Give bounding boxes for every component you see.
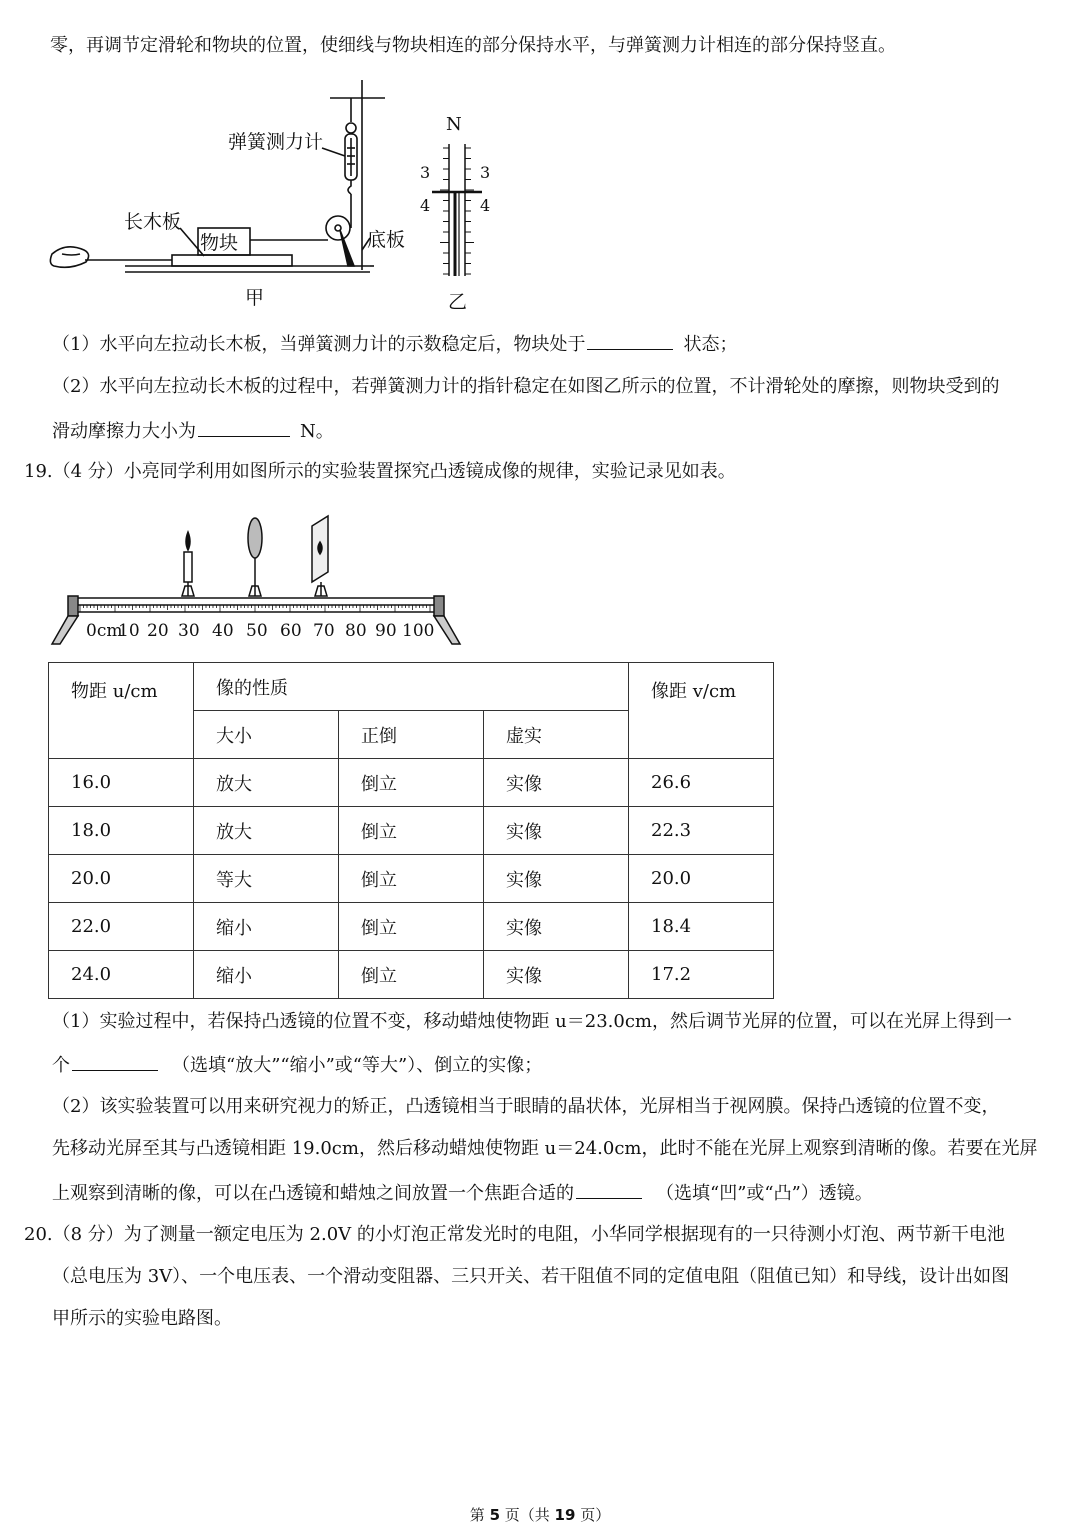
q19-part1-line2: [52, 1052, 542, 1078]
cell-size: 缩小: [194, 951, 339, 999]
q20-line1: 20.（8 分）为了测量一额定电压为 2.0V 的小灯泡正常发光时的电阻，小华同学根据现有的一只待测小灯泡、两节新干电池: [24, 1224, 1005, 1245]
q19-part2-line3: [52, 1180, 873, 1206]
figure-yi: [412, 108, 502, 318]
q19-part2-blank[interactable]: [576, 1180, 642, 1199]
cell-u: 16.0: [49, 759, 194, 807]
cell-real: 实像: [484, 951, 629, 999]
figure-yi-unit: N: [446, 114, 462, 135]
q19-part2-text-b: （选填“凹”或“凸”）透镜。: [656, 1183, 873, 1204]
cell-v: 26.6: [629, 759, 774, 807]
bench-scale-label: 30: [178, 621, 200, 641]
table-row: [49, 807, 774, 855]
cell-size: 放大: [194, 807, 339, 855]
q20-line2: （总电压为 3V）、一个电压表、一个滑动变阻器、三只开关、若干阻值不同的定值电阻（阻值已知）和导线，设计出如图: [52, 1266, 1010, 1287]
cell-size: 等大: [194, 855, 339, 903]
cell-v: 20.0: [629, 855, 774, 903]
intro-line: 零，再调节定滑轮和物块的位置，使细线与物块相连的部分保持水平，与弹簧测力计相连的部分保持竖直。: [50, 35, 896, 56]
bench-scale-label: 10: [118, 621, 140, 641]
q18-part2-text-b: N。: [300, 421, 334, 442]
spring-scale-label: 弹簧测力计: [228, 131, 324, 153]
header-image-nature: 像的性质: [194, 663, 629, 711]
cell-v: 17.2: [629, 951, 774, 999]
tick-3-right: 3: [480, 163, 491, 182]
footer-middle: 页（共: [500, 1506, 555, 1524]
table-header-row: [49, 663, 774, 711]
q18-part2-line2: [52, 418, 334, 444]
q18-part2-line1: （2）水平向左拉动长木板的过程中，若弹簧测力计的指针稳定在如图乙所示的位置，不计滑轮处的摩擦，则物块受到的: [52, 376, 1000, 397]
cell-v: 22.3: [629, 807, 774, 855]
q19-part2-line2: 先移动光屏至其与凸透镜相距 19.0cm，然后移动蜡烛使物距 u＝24.0cm，此时不能在光屏上观察到清晰的像。若要在光屏: [52, 1138, 1038, 1159]
q18-part2-blank[interactable]: [198, 418, 290, 437]
q19-part1-text-b: （选填“放大”“缩小”或“等大”）、倒立的实像；: [172, 1055, 543, 1076]
q18-part1-text-a: （1）水平向左拉动长木板，当弹簧测力计的示数稳定后，物块处于: [52, 334, 586, 355]
cell-u: 20.0: [49, 855, 194, 903]
bench-scale-label: 70: [313, 621, 335, 641]
table-row: [49, 951, 774, 999]
table-row: [49, 903, 774, 951]
footer-page-number: 5: [489, 1506, 500, 1524]
cell-u: 22.0: [49, 903, 194, 951]
cell-orient: 倒立: [339, 951, 484, 999]
cell-size: 缩小: [194, 903, 339, 951]
figure-jia: [40, 78, 440, 318]
q18-part2-text-a: 滑动摩擦力大小为: [52, 421, 196, 442]
long-board-label: 长木板: [124, 211, 182, 233]
bench-scale-label: 90: [375, 621, 397, 641]
q20-line3: 甲所示的实验电路图。: [52, 1308, 232, 1329]
q18-part1-text-b: 状态；: [683, 334, 738, 355]
cell-orient: 倒立: [339, 903, 484, 951]
block-label: 物块: [200, 232, 239, 254]
q18-part1-blank[interactable]: [587, 331, 673, 350]
bench-scale-label: 20: [147, 621, 169, 641]
cell-orient: 倒立: [339, 759, 484, 807]
cell-real: 实像: [484, 759, 629, 807]
table-row: [49, 759, 774, 807]
figure-jia-caption: 甲: [245, 287, 265, 309]
page-footer: [0, 1504, 1080, 1525]
tick-4-right: 4: [480, 196, 491, 215]
cell-v: 18.4: [629, 903, 774, 951]
cell-real: 实像: [484, 903, 629, 951]
q18-part1: [52, 331, 737, 357]
bench-scale-label: 80: [345, 621, 367, 641]
q19-part1-line1: （1）实验过程中，若保持凸透镜的位置不变，移动蜡烛使物距 u＝23.0cm，然后调节光屏的位置，可以在光屏上得到一: [52, 1011, 1012, 1032]
tick-3-left: 3: [420, 163, 431, 182]
bench-scale-label: 60: [280, 621, 302, 641]
q19-part1-text-a: 个: [52, 1055, 70, 1076]
figure-yi-caption: 乙: [448, 291, 468, 313]
tick-4-left: 4: [420, 196, 431, 215]
bench-scale-label: 40: [212, 621, 234, 641]
header-size: 大小: [194, 711, 339, 759]
lens-data-table: [48, 662, 774, 999]
header-image-distance: 像距 v/cm: [629, 663, 774, 759]
q19-part2-line1: （2）该实验装置可以用来研究视力的矫正，凸透镜相当于眼睛的晶状体，光屏相当于视网膜。保持凸透镜的位置不变，: [52, 1096, 1000, 1117]
cell-orient: 倒立: [339, 807, 484, 855]
cell-real: 实像: [484, 855, 629, 903]
bench-scale-label: 0cm: [86, 621, 123, 641]
footer-prefix: 第: [469, 1506, 490, 1524]
cell-u: 24.0: [49, 951, 194, 999]
optical-bench-figure: [48, 512, 468, 652]
footer-total-pages: 19: [554, 1506, 576, 1524]
footer-suffix: 页）: [575, 1506, 611, 1524]
q19-part2-text-a: 上观察到清晰的像，可以在凸透镜和蜡烛之间放置一个焦距合适的: [52, 1183, 574, 1204]
cell-orient: 倒立: [339, 855, 484, 903]
cell-real: 实像: [484, 807, 629, 855]
header-orientation: 正倒: [339, 711, 484, 759]
header-object-distance: 物距 u/cm: [49, 663, 194, 759]
base-board-label: 底板: [367, 229, 406, 251]
bench-scale-label: 100: [402, 621, 435, 641]
bench-scale-label: 50: [246, 621, 268, 641]
header-real-virtual: 虚实: [484, 711, 629, 759]
cell-u: 18.0: [49, 807, 194, 855]
q19-part1-blank[interactable]: [72, 1052, 158, 1071]
q19-header: 19.（4 分）小亮同学利用如图所示的实验装置探究凸透镜成像的规律，实验记录见如表。: [24, 461, 736, 482]
table-row: [49, 855, 774, 903]
cell-size: 放大: [194, 759, 339, 807]
